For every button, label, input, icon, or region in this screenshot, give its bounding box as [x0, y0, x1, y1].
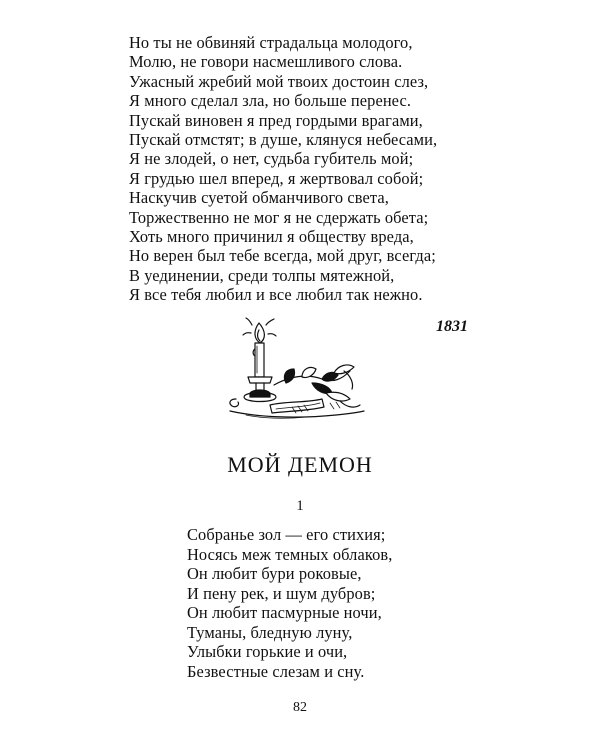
- poem-line: Наскучив суетой обманчивого света,: [129, 188, 389, 208]
- poem-line: И пену рек, и шум дубров;: [187, 583, 376, 603]
- poem-title: МОЙ ДЕМОН: [227, 452, 373, 477]
- poem-line: Собранье зол — его стихия;: [187, 525, 386, 544]
- poem-line: Но ты не обвиняй страдальца молодого,: [129, 33, 413, 52]
- poem-line: В уединении, среди толпы мятежной,: [129, 265, 395, 285]
- poem-line: Носясь меж темных облаков,: [187, 544, 393, 564]
- poem-line: Улыбки горькие и очи,: [187, 642, 348, 661]
- poem-line: Пускай отмстят; в душе, клянуся небесами,: [129, 130, 438, 150]
- second-poem-stanza: [187, 525, 547, 681]
- poem-year: 1831: [436, 318, 468, 335]
- poem-line: Он любит пасмурные ночи,: [187, 603, 382, 622]
- poem-line: Туманы, бледную луну,: [187, 622, 353, 642]
- poem-line: Безвестные слезам и сну.: [187, 661, 365, 681]
- poem-line: Пускай виновен я пред гордыми врагами,: [129, 110, 423, 130]
- poem-line: Ужасный жребий мой твоих достоин слез,: [129, 71, 429, 91]
- poem-line: Но верен был тебе всегда, мой друг, всегда;: [129, 246, 436, 266]
- poem-line: Я грудью шел вперед, я жертвовал собой;: [129, 168, 424, 188]
- page-number: 82: [293, 700, 307, 715]
- poem-line: Он любит бури роковые,: [187, 564, 362, 583]
- candle-vignette-icon: [226, 313, 366, 425]
- poem-line: Я много сделал зла, но больше перенес.: [129, 91, 412, 111]
- first-poem-stanza: [129, 33, 549, 305]
- poem-line: Молю, не говори насмешливого слова.: [129, 52, 403, 72]
- section-number: 1: [296, 498, 304, 514]
- poem-line: Я все тебя любил и все любил так нежно.: [129, 285, 423, 305]
- poem-line: Хоть много причинил я обществу вреда,: [129, 227, 414, 247]
- poem-line: Я не злодей, о нет, судьба губитель мой;: [129, 149, 414, 169]
- poem-line: Торжественно не мог я не сдержать обета;: [129, 207, 429, 227]
